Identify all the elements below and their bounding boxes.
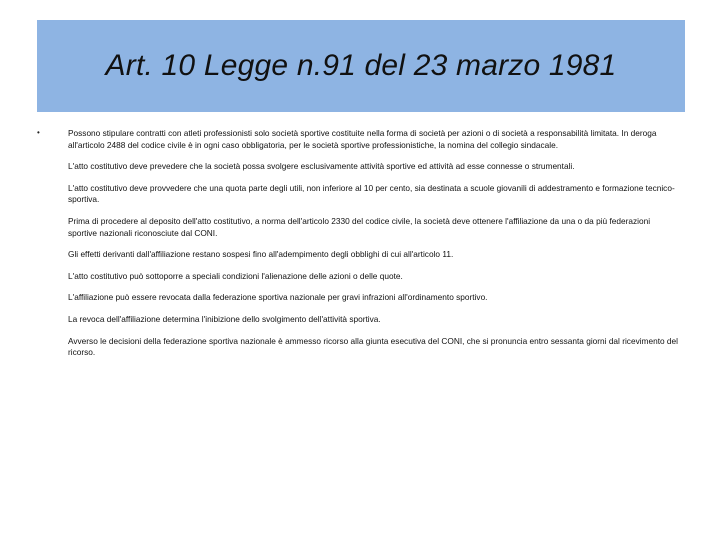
body-text (68, 128, 680, 369)
paragraph: L'atto costitutivo deve prevedere che la società possa svolgere esclusivamente attività sportive ed attività ad esse connesse o strumentali. (68, 161, 575, 172)
paragraph: La revoca dell'affiliazione determina l'inibizione dello svolgimento dell'attività sportiva. (68, 313, 381, 324)
title-band (37, 20, 685, 112)
paragraph: Prima di procedere al deposito dell'atto costitutivo, a norma dell'articolo 2330 del codice civile, la società deve ottenere l'affiliazione da una o da più federazioni sportive nazionali riconosciute dal CONI. (68, 215, 651, 238)
bullet-marker: • (37, 128, 40, 137)
paragraph: Avverso le decisioni della federazione sportiva nazionale è ammesso ricorso alla giunta esecutiva del CONI, che si pronuncia entro sessanta giorni dal ricevimento del ricorso. (68, 335, 678, 358)
paragraph: L'atto costitutivo può sottoporre a speciali condizioni l'alienazione delle azioni o delle quote. (68, 270, 403, 281)
paragraph: Possono stipulare contratti con atleti professionisti solo società sportive costituite nella forma di società per azioni o di società a responsabilità limitata. In deroga all'articolo 2488 del codice civile è in ogni caso obbligatoria, per le società sportive professionistiche, la nomina del collegio sindacale. (68, 128, 657, 150)
slide-title: Art. 10 Legge n.91 del 23 marzo 1981 (105, 49, 617, 82)
paragraph: L'atto costitutivo deve provvedere che una quota parte degli utili, non inferiore al 10 per cento, sia destinata a scuole giovanili di addestramento e formazione tecnico-sportiva. (68, 182, 675, 205)
paragraph: L'affiliazione può essere revocata dalla federazione sportiva nazionale per gravi infrazioni all'ordinamento sportivo. (68, 292, 488, 303)
paragraph: Gli effetti derivanti dall'affiliazione restano sospesi fino all'adempimento degli obblighi di cui all'articolo 11. (68, 249, 454, 260)
